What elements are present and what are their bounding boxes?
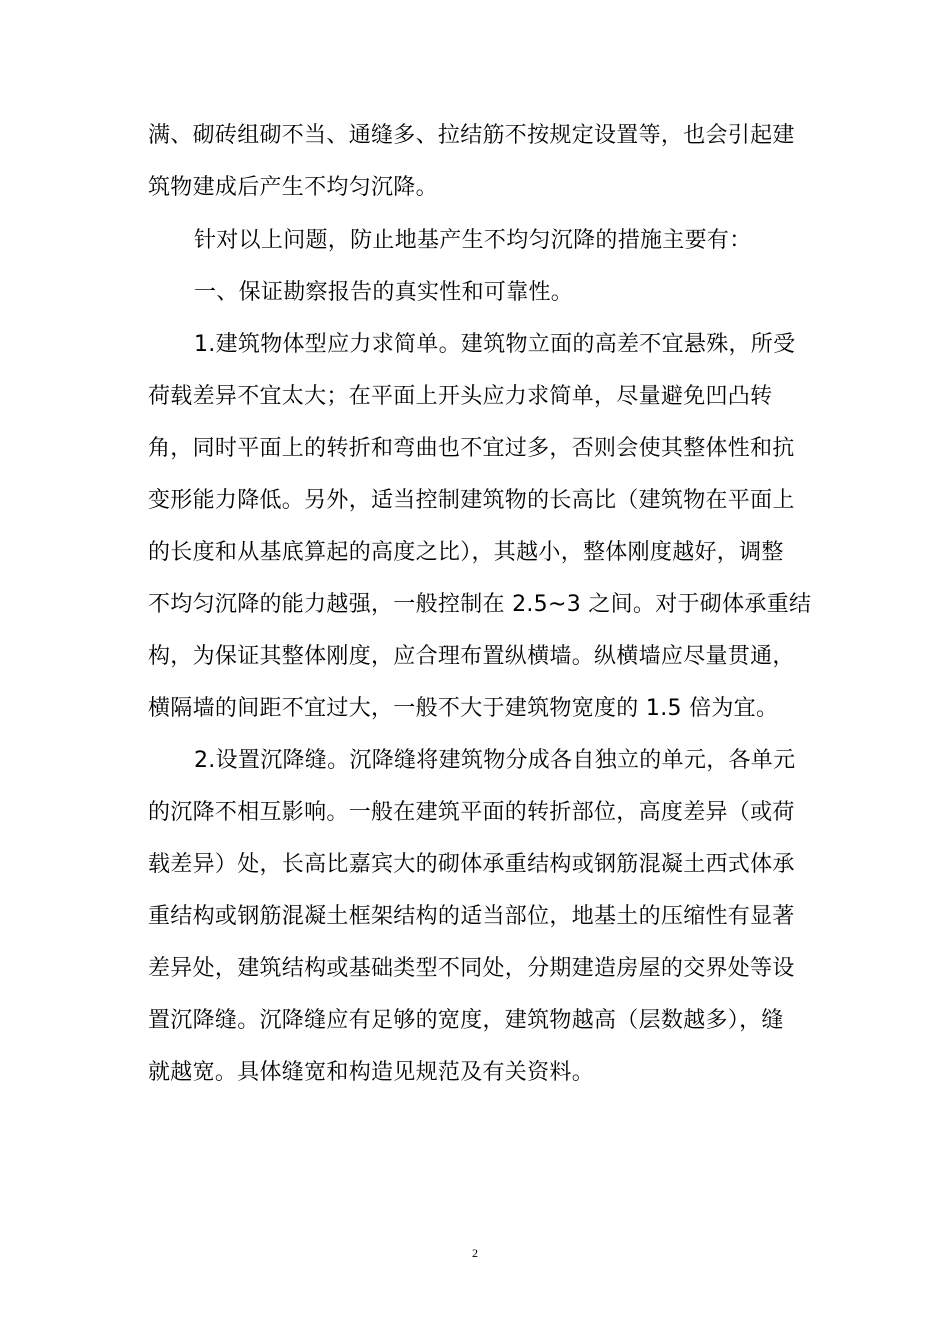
body-text-line: 荷载差异不宜太大；在平面上开头应力求简单，尽量避免凹凸转 xyxy=(148,384,773,409)
body-text-line: 满、砌砖组砌不当、通缝多、拉结筋不按规定设置等，也会引起建 xyxy=(148,123,795,148)
body-text-line: 角，同时平面上的转折和弯曲也不宜过多，否则会使其整体性和抗 xyxy=(148,436,795,461)
body-text-line: 横隔墙的间距不宜过大，一般不大于建筑物宽度的 1.5 倍为宜。 xyxy=(148,696,779,721)
body-text-line: 重结构或钢筋混凝土框架结构的适当部位，地基土的压缩性有显著 xyxy=(148,904,795,929)
list-item-heading: 1.建筑物体型应力求简单。建筑物立面的高差不宜悬殊，所受 xyxy=(194,332,796,357)
body-text-line: 载差异）处，长高比嘉宾大的砌体承重结构或钢筋混凝土西式体承 xyxy=(148,852,795,877)
body-text-line: 变形能力降低。另外，适当控制建筑物的长高比（建筑物在平面上 xyxy=(148,488,795,513)
section-heading: 一、保证勘察报告的真实性和可靠性。 xyxy=(194,280,574,305)
body-text-line: 置沉降缝。沉降缝应有足够的宽度，建筑物越高（层数越多），缝 xyxy=(148,1008,784,1033)
paragraph-text-line: 针对以上问题，防止地基产生不均匀沉降的措施主要有： xyxy=(194,228,752,253)
body-text-line: 的长度和从基底算起的高度之比），其越小，整体刚度越好，调整 xyxy=(148,540,784,565)
body-text-line: 构，为保证其整体刚度，应合理布置纵横墙。纵横墙应尽量贯通， xyxy=(148,644,795,669)
body-text-line: 筑物建成后产生不均匀沉降。 xyxy=(148,175,438,200)
body-text-line: 差异处，建筑结构或基础类型不同处，分期建造房屋的交界处等设 xyxy=(148,956,795,981)
body-text-line: 的沉降不相互影响。一般在建筑平面的转折部位，高度差异（或荷 xyxy=(148,800,795,825)
list-item-heading: 2.设置沉降缝。沉降缝将建筑物分成各自独立的单元，各单元 xyxy=(194,748,796,773)
body-text-line: 不均匀沉降的能力越强，一般控制在 2.5~3 之间。对于砌体承重结 xyxy=(148,592,812,617)
body-text-line: 就越宽。具体缝宽和构造见规范及有关资料。 xyxy=(148,1060,595,1085)
page-number: 2 xyxy=(472,1246,478,1260)
